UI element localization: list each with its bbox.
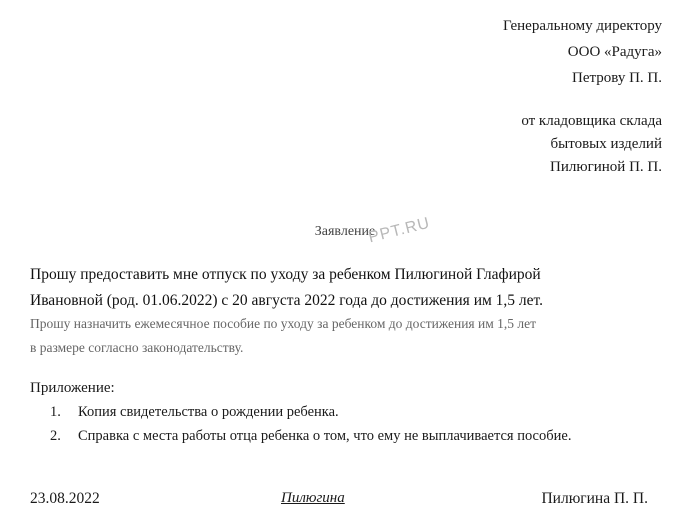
addressee-company: ООО «Радуга» — [567, 44, 662, 60]
attachment-text: Копия свидетельства о рождении ребенка. — [78, 404, 339, 420]
attachment-text: Справка с места работы отца ребенка о том, что ему не выплачивается пособие. — [78, 428, 572, 444]
addressee-position: Генеральному директору — [502, 18, 662, 34]
addressee-name: Петрову П. П. — [572, 70, 662, 86]
body-line-secondary: в размере согласно законодательству. — [30, 340, 244, 355]
signature-date: 23.08.2022 — [30, 490, 100, 507]
watermark: PPT.RU — [366, 214, 432, 247]
attachment-number: 1. — [50, 404, 61, 420]
attachments-heading: Приложение: — [30, 380, 115, 396]
sender-name: Пилюгиной П. П. — [550, 159, 662, 175]
document-title: Заявление — [314, 224, 376, 239]
body-line: Ивановной (род. 01.06.2022) с 20 августа 2022 года до достижения им 1,5 лет. — [30, 292, 544, 309]
attachment-item — [50, 428, 571, 445]
body-line-secondary: Прошу назначить ежемесячное пособие по уходу за ребенком до достижения им 1,5 лет — [30, 316, 537, 331]
signature-name: Пилюгина П. П. — [541, 490, 648, 507]
body-line: Прошу предоставить мне отпуск по уходу за ребенком Пилюгиной Глафирой — [30, 266, 541, 283]
attachment-number: 2. — [50, 428, 61, 444]
sender-position: от кладовщика склада — [521, 113, 662, 129]
signature-handwritten: Пилюгина — [281, 490, 345, 506]
attachment-item — [50, 404, 339, 421]
sender-department: бытовых изделий — [550, 136, 662, 152]
